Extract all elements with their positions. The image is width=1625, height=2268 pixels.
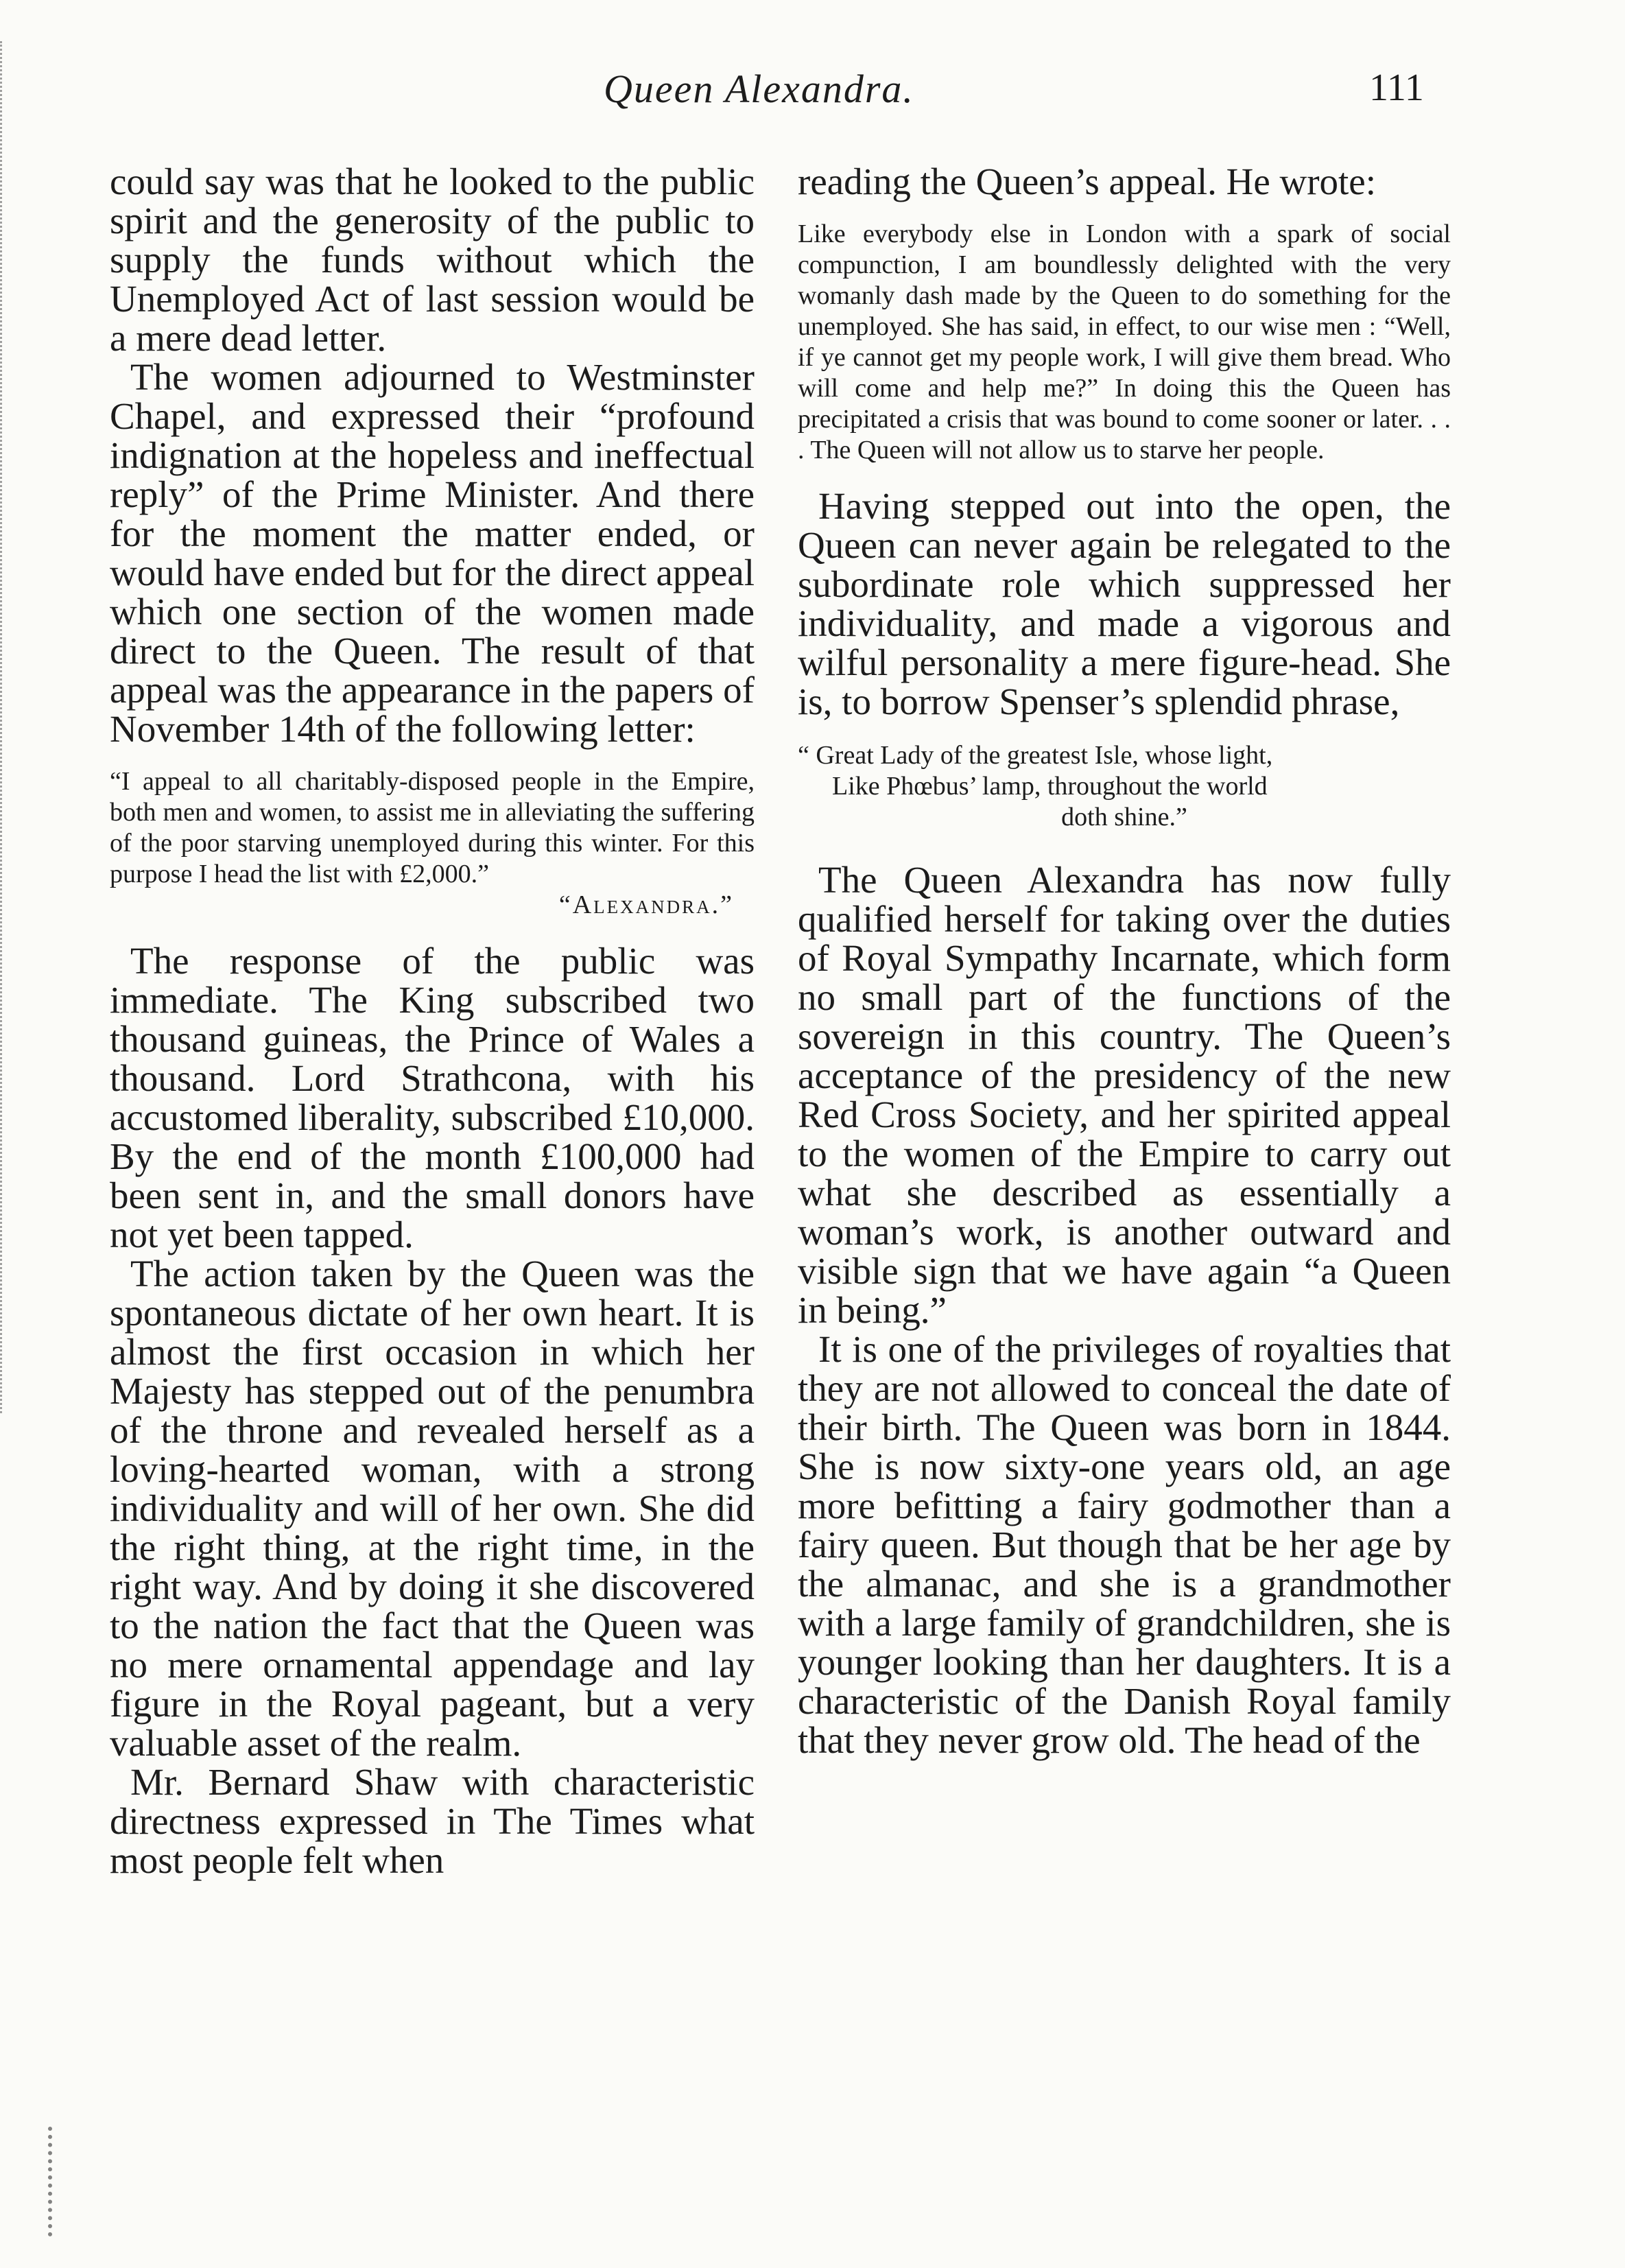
verse-line-3: doth shine.” <box>1061 803 1187 831</box>
page-number: 111 <box>1369 67 1424 109</box>
binding-edge-marks <box>0 41 23 1413</box>
right-paragraph-4: It is one of the privileges of royalties that they are not allowed to conceal the date of their birth. The Queen was born in 1844. She is now sixty-one years old, an age more befitting a fairy godmother than a fairy queen. But though that be her age by the almanac, and she is a grandmother with a large family of grandchildren, she is younger looking than her daughters. It is a characteristic of the Danish Royal family that they never grow old. The head of the <box>798 1328 1451 1761</box>
spenser-verse <box>798 740 1451 833</box>
page-header <box>0 66 1625 128</box>
queen-letter-quote <box>110 766 755 921</box>
left-paragraph-3: The response of the public was immediate. The King subscribed two thousand guineas, the Prince of Wales a thousand. Lord Strathcona, with his accustomed liberality, subscribed £10,000. By the end of the month £100,000 had been sent in, and the small donors have not yet been tapped. <box>110 940 755 1255</box>
verse-line-1: “ Great Lady of the greatest Isle, whose light, <box>798 741 1273 770</box>
left-paragraph-5: Mr. Bernard Shaw with characteristic directness expressed in The Times what most people felt when <box>110 1761 755 1881</box>
verse-line-2: Like Phœbus’ lamp, throughout the world <box>832 772 1268 801</box>
queen-letter-signature: “Alexandra.” <box>558 890 734 919</box>
right-column <box>798 162 1451 1760</box>
running-title: Queen Alexandra. <box>604 67 914 111</box>
shaw-letter-quote: Like everybody else in London with a spark of social compunction, I am boundlessly delighted with the very womanly dash made by the Queen to do something for the unemployed. She has said, in effect, to our wise men : “Well, if ye cannot get my people work, I will give them bread. Who will come and help me?” In doing this the Queen has precipitated a crisis that was bound to come sooner or later. . . . The Queen will not allow us to starve her people. <box>798 220 1451 464</box>
left-paragraph-1: could say was that he looked to the public spirit and the generosity of the public to supply the funds without which the Unemployed Act of last session would be a mere dead letter. <box>110 161 755 359</box>
left-paragraph-4: The action taken by the Queen was the spontaneous dictate of her own heart. It is almost the first occasion in which her Majesty has stepped out of the penumbra of the throne and revealed herself as a loving-hearted woman, with a strong individuality and will of her own. She did the right thing, at the right time, in the right way. And by doing it she discovered to the nation the fact that the Queen was no mere ornamental appendage and lay figure in the Royal pageant, but a very valuable asset of the realm. <box>110 1253 755 1764</box>
left-column <box>110 162 755 1880</box>
binding-edge-marks-bottom <box>48 2127 66 2236</box>
queen-letter-text: “I appeal to all charitably-disposed people in the Empire, both men and women, to assist me in alleviating the suffering of the poor starving unemployed during this winter. For this purpose I head the list with £2,000.” <box>110 767 755 888</box>
right-paragraph-2: Having stepped out into the open, the Queen can never again be relegated to the subordinate role which suppressed her individuality, and made a vigorous and wilful personality a mere figure-head. She is, to borrow Spenser’s splendid phrase, <box>798 485 1451 722</box>
right-paragraph-3: The Queen Alexandra has now fully qualified herself for taking over the duties of Royal Sympathy Incarnate, which form no small part of the functions of the sovereign in this country. The Queen’s acceptance of the presidency of the new Red Cross Society, and her spirited appeal to the women of the Empire to carry out what she described as essentially a woman’s work, is another outward and visible sign that we have again “a Queen in being.” <box>798 859 1451 1331</box>
left-paragraph-2: The women adjourned to Westminster Chapel, and expressed their “profound indignation at the hopeless and ineffectual reply” of the Prime Minister. And there for the moment the matter ended, or would have ended but for the direct appeal which one section of the women made direct to the Queen. The result of that appeal was the appearance in the papers of November 14th of the following letter: <box>110 356 755 750</box>
right-paragraph-1: reading the Queen’s appeal. He wrote: <box>798 161 1376 202</box>
